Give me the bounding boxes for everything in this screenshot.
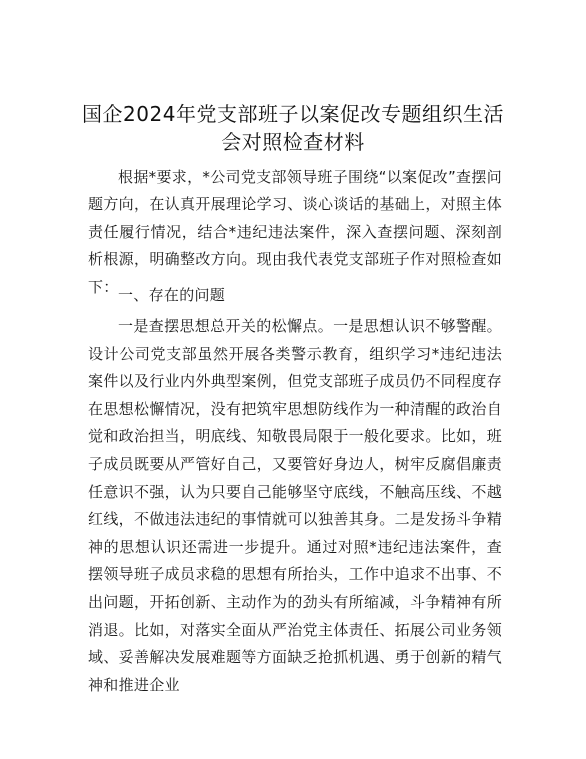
- intro-paragraph: 根据*要求，*公司党支部领导班子围绕“以案促改”查摆问题方向，在认真开展理论学习、谈心谈话的基础上，对照主体责任履行情况，结合*违纪违法案件，深入查摆问题、深刻剖析根源，明确整改方向。现由我代表党支部班子作对照检查如下：: [88, 168, 502, 296]
- section-body-paragraph: 一是查摆思想总开关的松懈点。一是思想认识不够警醒。设计公司党支部虽然开展各类警示教育，组织学习*违纪违法案件以及行业内外典型案例，但党支部班子成员仍不同程度存在思想松懈情况，没有把筑牢思想防线作为一种清醒的政治自觉和政治担当，明底线、知敬畏局限于一般化要求。比如，班子成员既要从严管好自己，又要管好身边人，树牢反腐倡廉责任意识不强，认为只要自己能够坚守底线，不触高压线、不越红线，不做违法违纪的事情就可以独善其身。二是发扬斗争精神的思想认识还需进一步提升。通过对照*违纪违法案件，查摆领导班子成员求稳的思想有所抬头，工作中追求不出事、不出问题，开拓创新、主动作为的劲头有所缩减，斗争精神有所消退。比如，对落实全面从严治党主体责任、拓展公司业务领域、妥善解决发展难题等方面缺乏抢抓机遇、勇于创新的精气神和推进企业: [88, 317, 502, 694]
- document-title-line-2: 会对照检查材料: [221, 130, 365, 154]
- document-title-line-1: 国企2024年党支部班子以案促改专题组织生活: [82, 102, 504, 126]
- section-heading-problems: 一、存在的问题: [118, 286, 226, 304]
